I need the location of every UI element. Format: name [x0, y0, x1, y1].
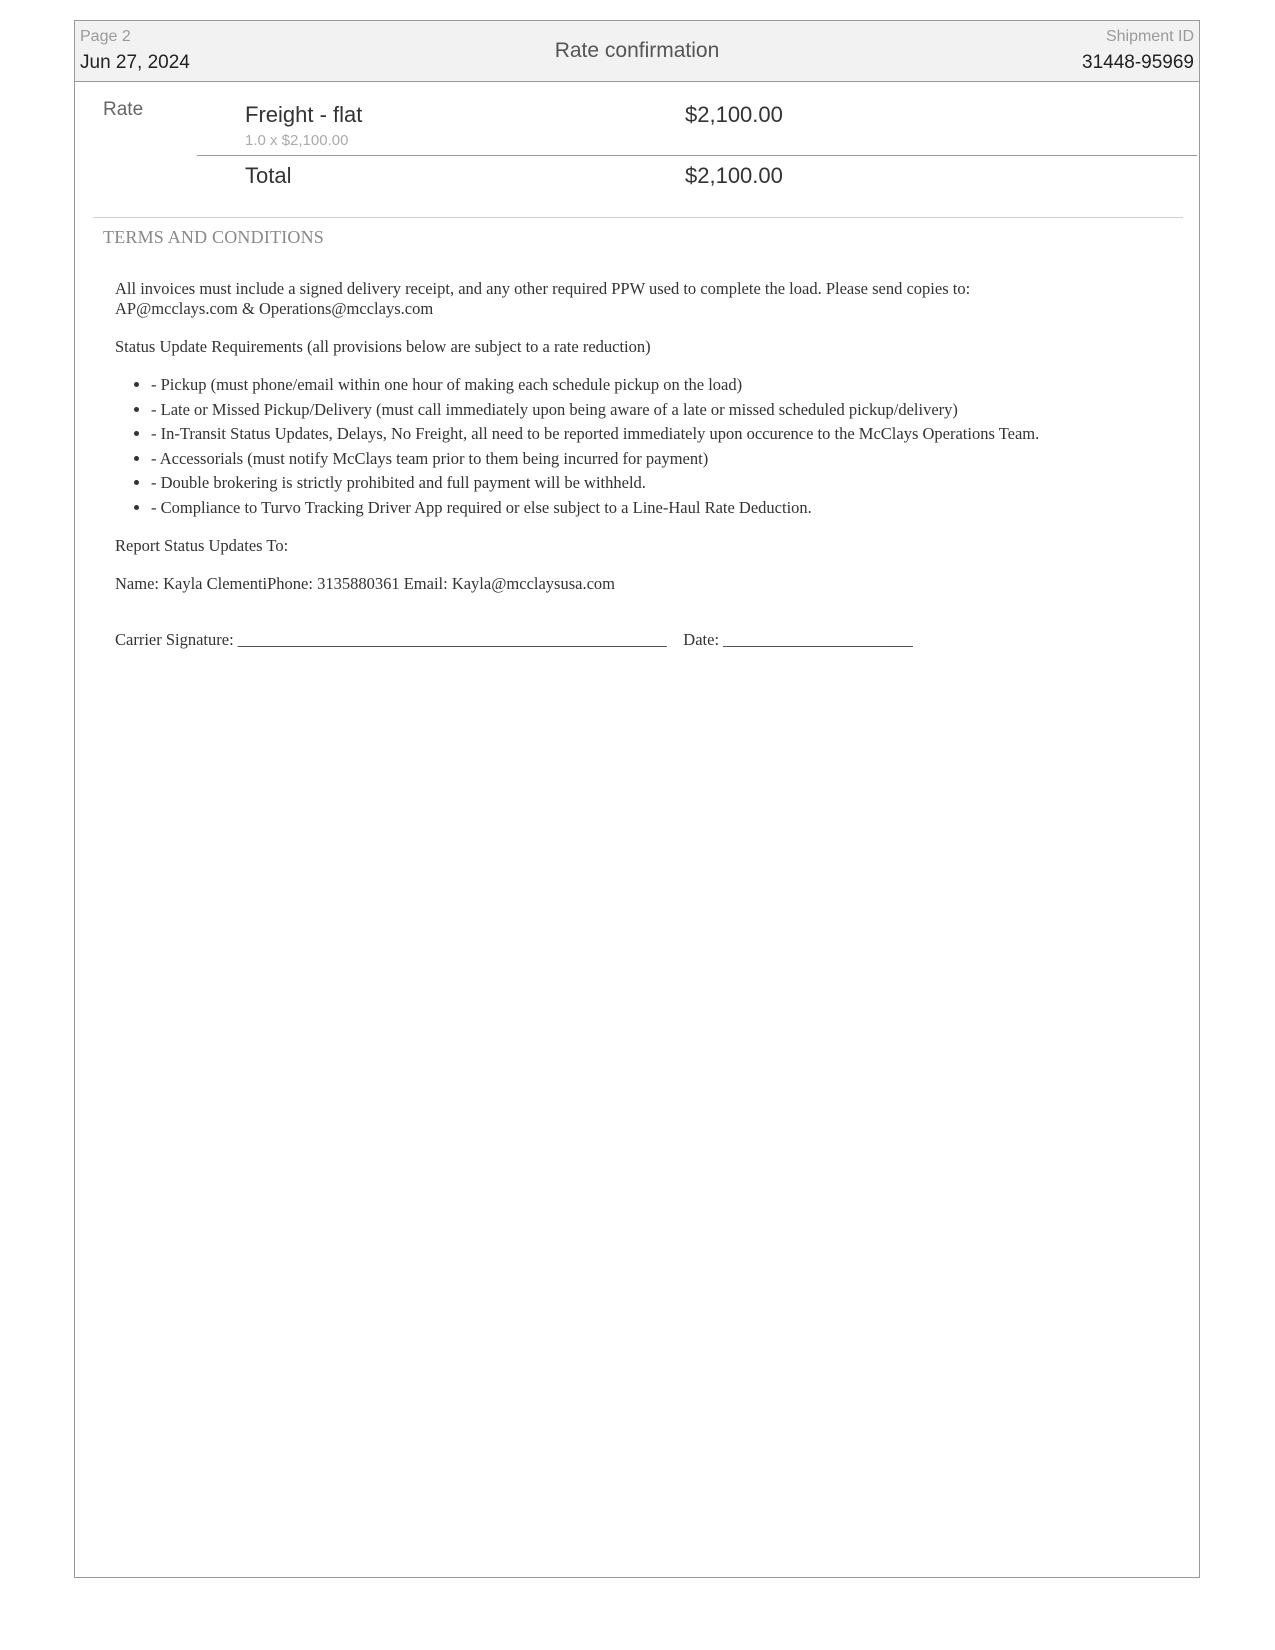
- terms-body: [115, 279, 1175, 650]
- contact-info: Name: Kayla ClementiPhone: 3135880361 Email: Kayla@mcclaysusa.com: [115, 574, 615, 593]
- invoice-line-2: AP@mcclays.com & Operations@mcclays.com: [115, 299, 434, 318]
- carrier-signature-line: Carrier Signature: ____________________________________________________ Date: _______________________: [115, 630, 913, 649]
- rate-total-amount: $2,100.00: [685, 163, 783, 188]
- list-item: • - Compliance to Turvo Tracking Driver App required or else subject to a Line-Haul Rate Deduction.: [151, 498, 1175, 519]
- rate-total-label: Total: [245, 163, 292, 188]
- rate-item-detail: 1.0 x $2,100.00: [245, 132, 349, 149]
- shipment-id-label: Shipment ID: [1105, 28, 1194, 45]
- list-item: • - Accessorials (must notify McClays team prior to them being incurred for payment): [151, 449, 1175, 470]
- invoice-instructions: [115, 279, 1175, 319]
- page-number: Page 2: [80, 28, 131, 45]
- list-item: • - Late or Missed Pickup/Delivery (must call immediately upon being aware of a late or missed scheduled pickup/delivery): [151, 400, 1175, 421]
- status-requirements-intro: Status Update Requirements (all provisions below are subject to a rate reduction): [115, 337, 651, 356]
- terms-heading: TERMS AND CONDITIONS: [103, 227, 325, 247]
- status-requirements-list: [115, 375, 1175, 518]
- rate-item-name: Freight - flat: [245, 102, 363, 127]
- invoice-line-1: All invoices must include a signed delivery receipt, and any other required PPW used to complete the load. Please send copies to:: [115, 279, 971, 298]
- rate-divider: [197, 155, 1197, 156]
- document-date: Jun 27, 2024: [80, 52, 190, 73]
- rate-section-label: Rate: [103, 99, 144, 120]
- list-item: • - Pickup (must phone/email within one hour of making each schedule pickup on the load): [151, 375, 1175, 396]
- list-item: • - In-Transit Status Updates, Delays, No Freight, all need to be reported immediately upon occurence to the McClays Operations Team.: [151, 424, 1175, 445]
- rate-item-amount: $2,100.00: [685, 102, 783, 127]
- shipment-id-value: 31448-95969: [1082, 52, 1194, 73]
- list-item: • - Double brokering is strictly prohibited and full payment will be withheld.: [151, 473, 1175, 494]
- document-page: [74, 20, 1200, 1578]
- document-title: Rate confirmation: [554, 39, 720, 62]
- page-header: [75, 21, 1199, 82]
- section-divider: [93, 217, 1183, 218]
- report-status-heading: Report Status Updates To:: [115, 536, 289, 555]
